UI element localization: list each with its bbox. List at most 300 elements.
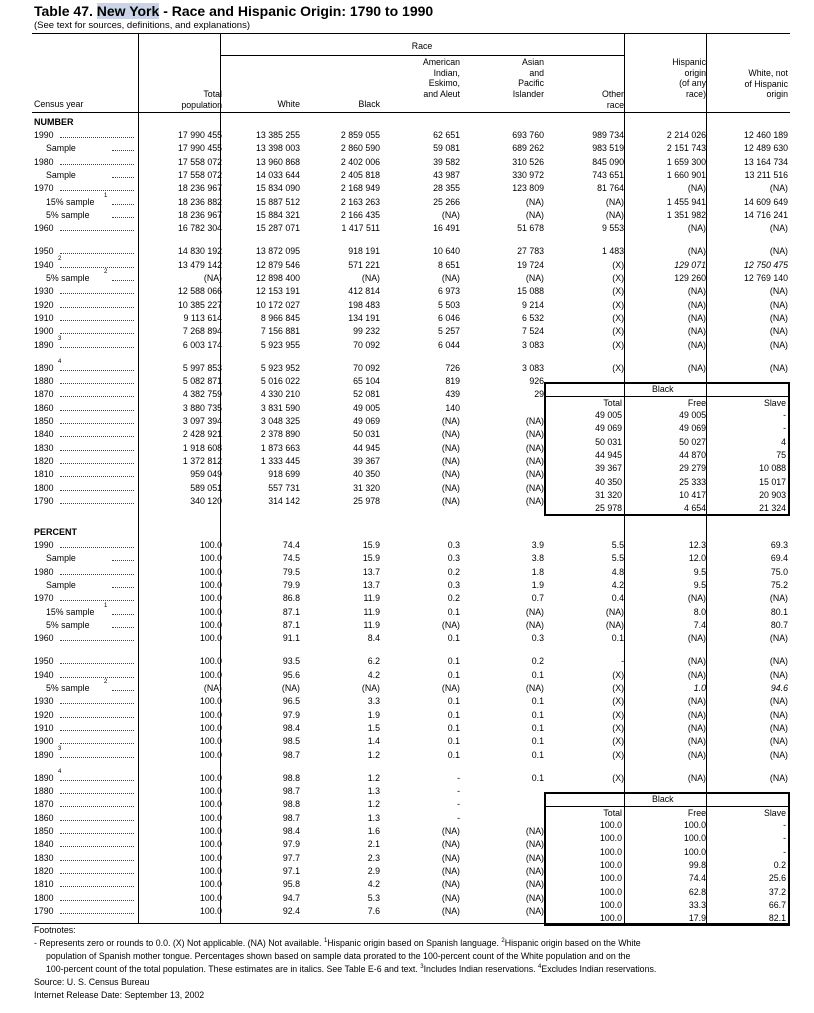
cell-value: (NA) [525,826,544,836]
cell-value: 0.1 [447,633,460,644]
dot-leader [112,560,134,561]
cell-value: (NA) [769,696,788,707]
cell-value: 87.1 [282,619,300,630]
dot-leader [112,217,134,218]
cell-value: (NA) [525,606,544,617]
cell-value: 75.0 [770,566,788,577]
cell-value: 743 651 [592,169,624,180]
row-footnote-marker: 3 [58,745,62,752]
dot-leader [60,347,134,348]
cell-value: (NA) [769,223,788,234]
black-box-slave-cell: 21 324 [759,503,786,514]
cell-value: (NA) [441,442,460,453]
cell-value: 93.5 [282,656,300,667]
cell-value: 43 987 [433,169,460,180]
cell-value: 27 783 [517,246,544,257]
cell-value: 17 990 455 [177,143,222,154]
cell-value: 2.3 [367,852,380,863]
cell-value: 4 382 759 [182,389,222,400]
cell-value: 7 268 894 [182,326,222,337]
cell-value: 926 [529,376,544,387]
cell-value: 0.3 [531,633,544,644]
cell-value: 100.0 [199,633,222,644]
black-box-header-total: Total [603,808,622,818]
black-box-total-cell: 25 978 [595,503,622,514]
row-label: 15% sample [46,606,95,617]
cell-value: 100.0 [199,839,222,850]
cell-value: 4.8 [611,566,624,577]
black-box-slave-cell: 37.2 [768,886,786,897]
cell-value: 100.0 [199,669,222,680]
cell-value: (NA) [687,246,706,257]
black-box-slave-cell: - [783,820,786,830]
table-row [32,182,790,195]
cell-value: 11.9 [363,606,380,617]
cell-value: 86.8 [282,593,300,604]
cell-value: 689 262 [512,143,544,154]
cell-value: 1 873 663 [260,442,300,453]
cell-value: 819 [445,376,460,387]
cell-value: 98.7 [282,786,300,797]
cell-value: 100.0 [199,709,222,720]
cell-value: 129 260 [674,273,706,283]
cell-value: 2 860 590 [340,143,380,154]
cell-value: (NA) [687,696,706,707]
cell-value: 1.2 [367,772,380,783]
cell-value: 0.1 [531,669,544,680]
row-label: 1920 [34,709,54,720]
dot-leader [60,743,134,744]
cell-value: 16 491 [433,223,460,234]
cell-value: 2 163 263 [340,196,380,207]
row-label: 1820 [34,455,54,466]
cell-value: 1.9 [531,579,544,590]
cell-value: 12 588 066 [177,286,222,297]
cell-value: 6 532 [521,312,544,323]
cell-value: 15 088 [517,286,544,297]
table-row [32,735,790,748]
cell-value: 3 097 394 [182,416,222,426]
cell-value: (NA) [525,495,544,506]
cell-value: 198 483 [348,299,380,310]
cell-value: 0.1 [531,749,544,760]
footnote-line-1a: - Represents zero or rounds to 0.0. (X) Not applicable. (NA) Not available. [34,938,324,948]
black-box-total-cell: 50 031 [595,436,622,447]
cell-value: 0.1 [531,722,544,733]
cell-value: 0.1 [447,722,460,733]
cell-value: (NA) [203,273,222,283]
dot-leader [60,703,134,704]
cell-value: 19 724 [517,259,544,270]
cell-value: 95.6 [282,669,300,680]
row-label: 1790 [34,905,54,916]
cell-value: 13.7 [362,579,380,590]
row-label: 1940 [34,669,54,680]
release-date: Internet Release Date: September 13, 2002 [34,990,205,1000]
cell-value: 51 678 [517,223,544,234]
table-row [32,602,790,619]
dot-leader [60,503,134,504]
cell-value: 94.7 [282,892,300,903]
table-row [32,566,790,579]
cell-value: 0.3 [447,540,460,550]
cell-value: 13 960 868 [255,156,300,167]
cell-value: 14 830 192 [177,246,222,257]
table-row [32,768,790,785]
cell-value: 314 142 [268,495,300,506]
source-line: Source: U. S. Census Bureau [34,977,150,987]
dot-leader [60,307,134,308]
header-white: White [277,99,300,109]
cell-value: 1 659 300 [666,156,706,167]
row-label: 1970 [34,183,54,194]
cell-value: 98.5 [282,736,300,747]
black-box-header-free: Free [687,398,706,408]
footnote-sup-1: 1 [323,938,328,944]
row-label: 1950 [34,656,54,667]
cell-value: (NA) [441,455,460,466]
cell-value: 99 232 [353,326,380,337]
cell-value: 15 287 071 [255,223,300,234]
cell-value: 134 191 [348,312,380,323]
cell-value: (NA) [605,619,624,630]
cell-value: 69.3 [770,540,788,550]
black-box-free-cell: 50 027 [679,436,706,447]
dot-leader [60,253,134,254]
cell-value: (NA) [525,455,544,466]
dot-leader [112,587,134,588]
table-top-rule [32,33,790,34]
header-census-year: Census year [34,99,84,109]
row-label: 1890 [34,339,54,350]
cell-value: 2 859 055 [340,130,380,140]
row-label: 1900 [34,326,54,337]
subtitle: (See text for sources, definitions, and explanations) [34,20,250,31]
black-box-total-cell: 100.0 [599,833,622,844]
cell-value: (NA) [525,469,544,480]
cell-value: 12 879 546 [255,259,300,270]
dot-leader [60,267,134,268]
cell-value: 4.2 [611,579,624,590]
cell-value: 17 558 072 [177,156,222,167]
cell-value: 39 582 [433,156,460,167]
cell-value: (NA) [687,299,706,310]
row-footnote-marker: 2 [104,269,108,275]
table-row [32,722,790,735]
cell-value: 74.5 [282,553,300,564]
dot-leader [60,383,134,384]
cell-value: 100.0 [199,619,222,630]
cell-value: 6 003 174 [182,339,222,350]
cell-value: 100.0 [199,606,222,617]
cell-value: 1.2 [367,749,380,760]
dot-leader [60,806,134,807]
cell-value: 75.2 [770,579,788,590]
cell-value: 1.6 [367,826,380,836]
dot-leader [60,913,134,914]
cell-value: 5 503 [437,299,460,310]
black-box-slave-cell: 66.7 [768,899,786,910]
black-box-header-free: Free [687,808,706,818]
row-label: 1910 [34,312,54,323]
cell-value: 98.4 [282,722,300,733]
cell-value: 0.1 [447,656,460,667]
black-box-total-cell: 100.0 [599,913,622,924]
cell-value: 15 884 321 [255,209,300,220]
black-box-free-cell: 10 417 [679,489,706,500]
black-box-free-cell: 17.9 [688,913,706,924]
dot-leader [60,164,134,165]
black-box-total-cell: 31 320 [595,489,622,500]
cell-value: 310 526 [512,156,544,167]
cell-value: (NA) [525,273,544,283]
cell-value: 1.3 [367,812,380,823]
dot-leader [60,860,134,861]
cell-value: 87.1 [282,606,300,617]
table-row [32,192,790,209]
header-race: Race [411,41,433,51]
cell-value: (NA) [687,593,706,604]
black-box-slave-cell: 0.2 [773,859,786,870]
row-label: 1980 [34,566,54,577]
cell-value: 1.0 [693,683,706,693]
cell-value: (NA) [769,339,788,350]
cell-value: 0.1 [531,736,544,747]
cell-value: (NA) [361,273,380,283]
cell-value: 81 764 [597,183,624,194]
black-box-total-cell: 40 350 [595,476,622,487]
cell-value: 0.1 [531,696,544,707]
cell-value: 100.0 [199,905,222,916]
dot-leader [60,137,134,138]
cell-value: 5.3 [367,892,380,903]
table-row [32,312,790,325]
table-row [32,129,790,142]
cell-value: 8.0 [693,606,706,617]
cell-value: (NA) [769,183,788,194]
cell-value: 100.0 [199,553,222,564]
dot-leader [60,423,134,424]
row-label: Sample [46,579,76,590]
row-label: 15% sample [46,196,95,207]
footnote-line-3c: Excludes Indian reservations. [541,964,657,974]
cell-value: (NA) [525,209,544,220]
black-box-header-slave: Slave [763,808,786,818]
cell-value: 13 385 255 [255,130,300,140]
cell-value: 100.0 [199,892,222,903]
section-percent-label: PERCENT [34,527,78,537]
cell-value: 2 166 435 [340,209,380,220]
black-box-free-cell: 99.8 [688,859,706,870]
cell-value: 5 923 955 [260,339,300,350]
cell-value: (NA) [769,749,788,760]
table-row [32,552,790,565]
cell-value: 0.4 [611,593,624,604]
row-footnote-marker: 3 [58,335,62,342]
header-white-not-hispanic: White, not of Hispanic origin [744,68,788,100]
cell-value: (NA) [441,892,460,903]
cell-value: 4 330 210 [260,389,300,400]
cell-value: - [457,812,460,823]
row-label: 1860 [34,402,54,413]
cell-value: (NA) [769,772,788,783]
row-label: 1940 [34,259,54,270]
cell-value: 15.9 [362,540,380,550]
cell-value: 14 609 649 [743,196,788,207]
cell-value: 97.7 [282,852,300,863]
row-label: 1840 [34,839,54,850]
cell-value: (X) [612,669,624,680]
cell-value: (X) [612,326,624,337]
cell-value: (NA) [769,312,788,323]
cell-value: 1 372 812 [182,455,222,466]
cell-value: 11.9 [363,593,380,604]
black-box-free-cell: 100.0 [683,820,706,830]
cell-value: 1 483 [601,246,624,257]
cell-value: - [621,656,624,667]
cell-value: 2 378 890 [260,429,300,440]
cell-value: 7.4 [693,619,706,630]
black-box-slave-cell: 25.6 [768,873,786,884]
cell-value: 13 211 516 [744,169,788,180]
cell-value: (NA) [687,669,706,680]
cell-value: 40 350 [353,469,380,480]
cell-value: 1.4 [367,736,380,747]
cell-value: 94.6 [770,683,788,693]
cell-value: 80.1 [770,606,788,617]
dot-leader [60,663,134,664]
cell-value: (NA) [441,619,460,630]
dot-leader [112,690,134,691]
cell-value: (X) [612,312,624,323]
dot-leader [60,230,134,231]
table-row [32,325,790,338]
cell-value: 100.0 [199,696,222,707]
row-label: 1960 [34,223,54,234]
row-label: 1990 [34,540,54,550]
cell-value: 2 151 743 [666,143,706,154]
cell-value: 557 731 [268,482,300,493]
cell-value: (NA) [441,495,460,506]
row-label: Sample [46,143,76,154]
table-row [32,592,790,605]
cell-value: (NA) [361,683,380,693]
cell-value: (X) [612,722,624,733]
row-footnote-marker: 2 [58,255,62,262]
cell-value: 9 214 [521,299,544,310]
black-box-total-cell: 44 945 [595,449,622,460]
cell-value: 50 031 [353,429,380,440]
table-row [32,579,790,592]
cell-value: (NA) [525,416,544,426]
row-label: 1850 [34,826,54,836]
cell-value: 100.0 [199,865,222,876]
black-box-free-cell: 49 005 [679,410,706,420]
cell-value: 726 [445,362,460,373]
cell-value: 1 417 511 [341,223,380,234]
black-box-total-cell: 100.0 [599,886,622,897]
cell-value: 959 049 [190,469,222,480]
row-label: 5% sample [46,683,90,693]
cell-value: 1 918 608 [182,442,222,453]
dot-leader [60,757,134,758]
dot-leader [60,463,134,464]
footnotes-heading: Footnotes: [34,925,76,935]
cell-value: 0.1 [447,606,460,617]
row-footnote-marker: 1 [104,602,108,609]
cell-value: 100.0 [199,812,222,823]
cell-value: 5.5 [611,540,624,550]
footnote-line-1c: Hispanic origin based on the White [504,938,641,948]
dot-leader [112,150,134,151]
dot-leader [60,793,134,794]
cell-value: 31 320 [353,482,380,493]
table-row [32,156,790,169]
cell-value: 12.0 [688,553,706,564]
row-label: 5% sample [46,209,90,220]
black-box-total-cell: 49 005 [595,410,622,420]
cell-value: 2.9 [367,865,380,876]
cell-value: 13 398 003 [255,143,300,154]
cell-value: (NA) [769,593,788,604]
dot-leader [60,780,134,781]
cell-value: 91.1 [282,633,300,644]
cell-value: (NA) [769,669,788,680]
cell-value: (NA) [441,683,460,693]
dot-leader [60,820,134,821]
cell-value: 65 104 [353,376,380,387]
cell-value: 6.2 [367,656,380,667]
state-name-highlight: New York [96,3,160,19]
black-box-free-cell: 100.0 [683,846,706,857]
cell-value: 0.1 [447,736,460,747]
cell-value: (NA) [525,619,544,630]
cell-value: 1.8 [531,566,544,577]
cell-value: 100.0 [199,852,222,863]
cell-value: (X) [612,683,624,693]
cell-value: 96.5 [282,696,300,707]
cell-value: 14 033 644 [255,169,300,180]
row-label: Sample [46,553,76,564]
dot-leader [60,677,134,678]
cell-value: (X) [612,696,624,707]
row-footnote-marker: 2 [104,679,108,685]
table-number: Table 47. [34,3,93,19]
cell-value: 3.3 [367,696,380,707]
row-label: 1860 [34,812,54,823]
cell-value: 0.3 [447,553,460,564]
cell-value: 0.2 [447,593,460,604]
cell-value: 0.1 [611,633,624,644]
cell-value: (NA) [441,839,460,850]
cell-value: (NA) [769,362,788,373]
cell-value: 5 257 [437,326,460,337]
cell-value: 18 236 967 [177,183,222,194]
black-box-slave-cell: 75 [776,449,786,460]
cell-value: (NA) [687,736,706,747]
cell-value: 5.5 [611,553,624,564]
cell-value: 16 782 304 [177,223,222,234]
row-label: 1930 [34,286,54,297]
cell-value: 7 524 [521,326,544,337]
cell-value: (NA) [687,312,706,323]
dot-leader [60,490,134,491]
table-row [32,669,790,682]
cell-value: 918 191 [348,246,380,257]
cell-value: 12 489 630 [743,143,788,154]
cell-value: 3.8 [531,553,544,564]
cell-value: 15 887 512 [255,196,300,207]
